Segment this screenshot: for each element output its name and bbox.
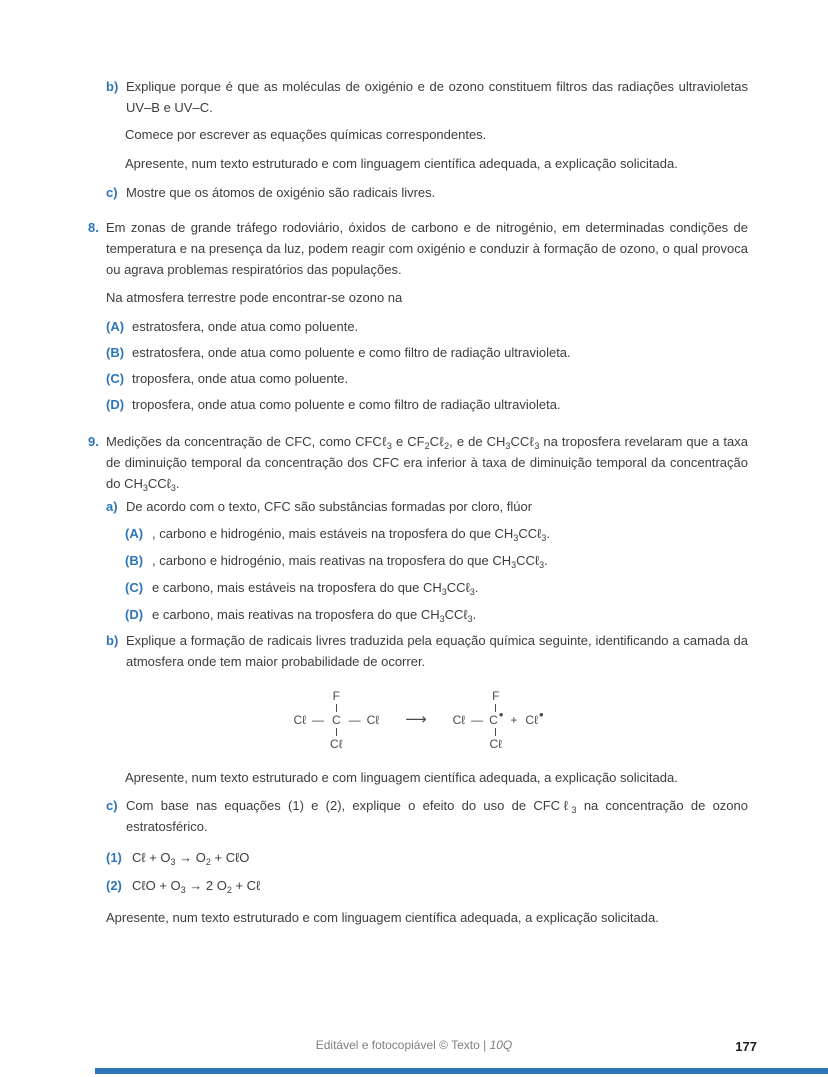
question-9c-text: Com base nas equações (1) e (2), explique o efeito do uso de CFCℓ$_3$ na concentração de ozono estratosférico.	[126, 798, 748, 834]
option-row-a	[106, 316, 748, 337]
item-label-9c: c)	[106, 798, 118, 813]
footer-edition: 10Q	[489, 1038, 513, 1052]
cfcl2-radical	[453, 690, 543, 750]
option-text-9a-b: , carbono e hidrogénio, mais reativas na troposfera do que $CH_3CC\ell_3$.	[152, 553, 548, 570]
question-7b-note2: Apresente, num texto estruturado e com linguagem científica adequada, a explicação solicitada.	[125, 156, 678, 171]
option-text-a: estratosfera, onde atua como poluente.	[132, 319, 359, 334]
option-row-c	[106, 368, 748, 389]
question-8	[88, 217, 748, 280]
question-9c	[106, 795, 748, 837]
carbon-stack	[330, 690, 343, 750]
question-9-number: 9.	[88, 434, 99, 449]
option-label-c: (C)	[106, 371, 125, 386]
chlorine-radical: Cℓ•	[525, 707, 544, 727]
footer	[0, 1038, 828, 1052]
plus-sign: +	[510, 713, 518, 727]
option-label-9a-b: (B)	[125, 553, 144, 568]
option-text-9a-c: e carbono, mais estáveis na troposfera do que $CH_3CC\ell_3$.	[152, 580, 479, 597]
option-label-9a-d: (D)	[125, 607, 144, 622]
option-label-b: (B)	[106, 345, 125, 360]
equation-1-formula: Cℓ + $O_3 \to O_2$ + CℓO	[132, 850, 250, 867]
item-label-b: b)	[106, 79, 119, 94]
option-text-9a-a: , carbono e hidrogénio, mais estáveis na troposfera do que $CH_3CC\ell_3$.	[152, 526, 550, 543]
question-8-number: 8.	[88, 220, 99, 235]
question-8-text: Em zonas de grande tráfego rodoviário, óxidos de carbono e de nitrogénio, em determinadas condições de temperatura e na presença da luz, podem reagir com oxigénio e conduzir à formação de ozono, o qual provoca ou agrava problemas respiratórios das populações.	[106, 220, 748, 277]
carbon-radical: C•	[489, 707, 504, 727]
option-label-d: (D)	[106, 397, 125, 412]
bond-vertical	[336, 728, 337, 736]
option-row-d	[106, 394, 748, 415]
bond-vertical	[495, 704, 496, 712]
question-7c-text: Mostre que os átomos de oxigénio são radicais livres.	[126, 185, 436, 200]
page-number: 177	[735, 1039, 757, 1054]
question-9-intro: Medições da concentração de CFC, como CFCℓ$_3$ e $CF_2C\ell_2$, e de $CH_3CC\ell_3$ na troposfera revelaram que a taxa de diminuição temporal da concentração dos CFC era inferior à taxa de diminuição temporal da concentração do $CH_3CC\ell_3$.	[106, 434, 748, 493]
chlorine-atom: Cℓ	[330, 737, 343, 751]
bond-horizontal: —	[348, 713, 361, 727]
question-7c	[106, 182, 748, 203]
chlorine-atom: Cℓ	[366, 713, 380, 727]
fluorine-atom: F	[492, 689, 500, 703]
bond-horizontal: —	[471, 713, 484, 727]
option-text-d: troposfera, onde atua como poluente e como filtro de radiação ultravioleta.	[132, 397, 561, 412]
item-label-9b: b)	[106, 633, 119, 648]
chlorine-atom: Cℓ	[489, 737, 503, 751]
option-label-a: (A)	[106, 319, 125, 334]
question-7b	[106, 76, 748, 118]
question-9b-text: Explique a formação de radicais livres traduzida pela equação química seguinte, identificando a camada da atmosfera onde tem maior probabilidade de ocorrer.	[126, 633, 748, 669]
option-text-9a-d: e carbono, mais reativas na troposfera do que $CH_3CC\ell_3$.	[152, 607, 477, 624]
question-9	[88, 431, 748, 494]
equation-2-row	[106, 875, 748, 896]
question-9b	[106, 630, 748, 672]
bond-vertical	[495, 728, 496, 736]
cfcl3-molecule	[293, 690, 379, 750]
footer-text: Editável e fotocopiável © Texto |	[315, 1038, 490, 1052]
item-label-c: c)	[106, 185, 118, 200]
radical-dot: •	[538, 707, 544, 722]
question-9b-note: Apresente, num texto estruturado e com linguagem científica adequada, a explicação solicitada.	[125, 770, 678, 785]
bond-vertical	[336, 704, 337, 712]
equation-2-label: (2)	[106, 878, 122, 893]
question-8-stem: Na atmosfera terrestre pode encontrar-se ozono na	[106, 290, 403, 305]
chlorine-atom: Cℓ	[293, 713, 307, 727]
option-row-9a-d	[125, 604, 748, 625]
equation-2-formula: CℓO + $O_3 \to 2$ $O_2$ + Cℓ	[132, 878, 261, 895]
option-text-b: estratosfera, onde atua como poluente e como filtro de radiação ultravioleta.	[132, 345, 571, 360]
option-label-9a-a: (A)	[125, 526, 144, 541]
page-content	[88, 76, 748, 928]
option-row-9a-c	[125, 577, 748, 598]
reaction-arrow: ⟶	[405, 711, 427, 728]
option-row-9a-a	[125, 523, 748, 544]
question-7b-note1: Comece por escrever as equações químicas correspondentes.	[125, 127, 487, 142]
item-label-9a: a)	[106, 499, 118, 514]
bond-horizontal: —	[312, 713, 325, 727]
question-7b-text: Explique porque é que as moléculas de oxigénio e de ozono constituem filtros das radiações ultravioletas UV–B e UV–C.	[126, 79, 748, 115]
option-row-b	[106, 342, 748, 363]
question-9a-stem: De acordo com o texto, CFC são substâncias formadas por cloro, flúor	[126, 499, 533, 514]
carbon-atom: C	[331, 713, 341, 727]
radical-dot: •	[498, 707, 504, 722]
option-row-9a-b	[125, 550, 748, 571]
question-9c-note: Apresente, num texto estruturado e com linguagem científica adequada, a explicação solicitada.	[106, 910, 659, 925]
option-text-c: troposfera, onde atua como poluente.	[132, 371, 349, 386]
equation-1-row	[106, 847, 748, 868]
equation-1-label: (1)	[106, 850, 122, 865]
carbon-stack	[489, 690, 502, 750]
fluorine-atom: F	[332, 689, 340, 703]
bottom-accent-bar	[95, 1068, 828, 1074]
option-label-9a-c: (C)	[125, 580, 144, 595]
cfcl3-dissociation-diagram	[88, 682, 748, 758]
question-9a	[106, 496, 748, 517]
chlorine-atom: Cℓ	[452, 713, 466, 727]
